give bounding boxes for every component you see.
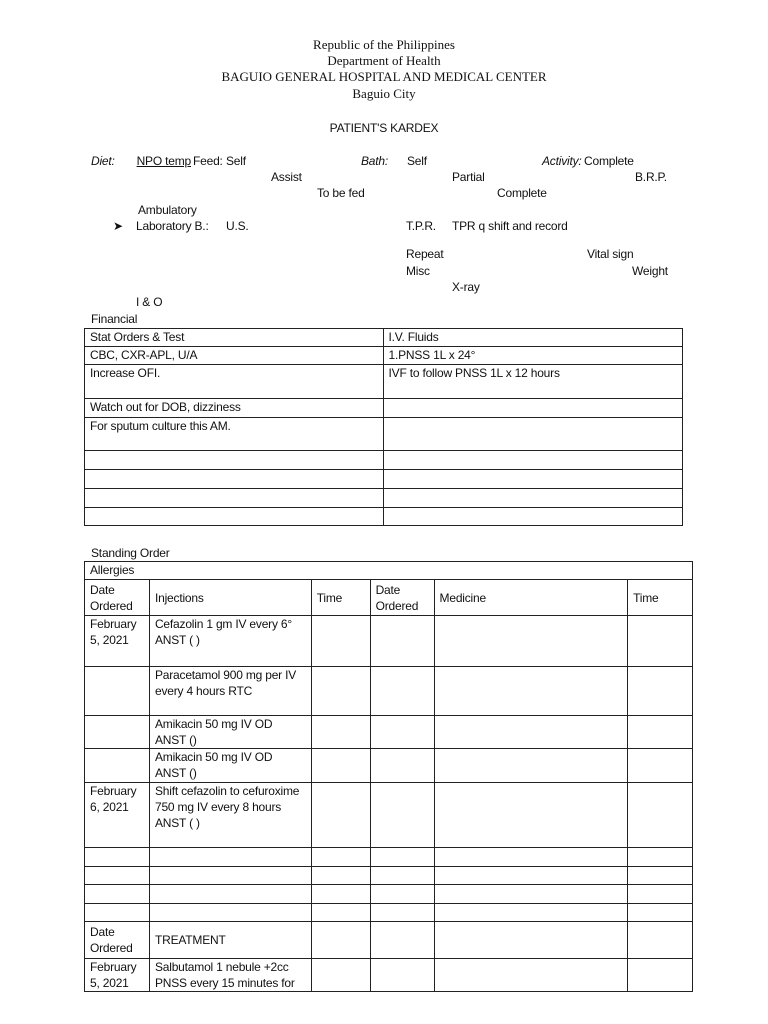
table-row	[85, 489, 683, 508]
feed-assist: Assist	[271, 170, 302, 184]
stat-orders-header: Stat Orders & Test	[85, 329, 384, 347]
date-cell	[370, 616, 434, 667]
empty-cell	[628, 922, 693, 959]
date-ordered-header: Date Ordered	[85, 922, 150, 959]
time-cell	[628, 616, 693, 667]
stat-order-cell: For sputum culture this AM.	[85, 418, 384, 451]
iv-fluid-cell	[383, 399, 683, 418]
injection-cell: Amikacin 50 mg IV OD ANST ()	[149, 716, 311, 749]
date-cell	[370, 904, 434, 922]
financial-label: Financial	[91, 312, 138, 326]
date-cell	[370, 667, 434, 716]
time-cell	[311, 904, 370, 922]
time-cell	[628, 716, 693, 749]
date-cell: February 5, 2021	[85, 959, 150, 992]
table-row	[85, 783, 693, 848]
date-ordered-header: Date Ordered	[370, 580, 434, 616]
date-cell	[370, 867, 434, 885]
injection-cell: Cefazolin 1 gm IV every 6° ANST ( )	[149, 616, 311, 667]
time-cell	[311, 616, 370, 667]
empty-cell	[311, 959, 370, 992]
time-cell	[311, 885, 370, 904]
standing-order-title: Standing Order	[91, 546, 170, 560]
date-cell	[370, 749, 434, 783]
time-cell	[311, 867, 370, 885]
injection-cell	[149, 867, 311, 885]
empty-cell	[370, 959, 434, 992]
date-cell	[85, 867, 150, 885]
injection-cell: Shift cefazolin to cefuroxime 750 mg IV every 8 hours ANST ( )	[149, 783, 311, 848]
header-republic: Republic of the Philippines	[313, 37, 455, 52]
injection-cell	[149, 885, 311, 904]
table-row	[85, 904, 693, 922]
time-header: Time	[628, 580, 693, 616]
empty-cell	[311, 922, 370, 959]
standing-order-table	[84, 561, 693, 992]
medicine-cell	[434, 885, 628, 904]
vital-sign-label: Vital sign	[587, 247, 634, 261]
activity-label: Activity:	[542, 154, 582, 168]
time-cell	[628, 667, 693, 716]
time-cell	[311, 749, 370, 783]
date-cell	[85, 904, 150, 922]
iv-fluid-cell: 1.PNSS 1L x 24°	[383, 347, 683, 365]
stat-orders-table	[84, 328, 683, 526]
header-city: Baguio City	[352, 86, 416, 101]
table-row	[85, 347, 683, 365]
empty-cell	[434, 959, 628, 992]
date-ordered-header: Date Ordered	[85, 580, 150, 616]
laboratory-us: U.S.	[226, 219, 249, 233]
table-row	[85, 399, 683, 418]
medicine-cell	[434, 848, 628, 867]
date-cell	[370, 885, 434, 904]
iv-fluid-cell	[383, 489, 683, 508]
header-hospital: BAGUIO GENERAL HOSPITAL AND MEDICAL CENTER	[221, 69, 547, 84]
medicine-cell	[434, 616, 628, 667]
table-row	[85, 365, 683, 399]
time-cell	[628, 749, 693, 783]
time-cell	[628, 885, 693, 904]
diet-label: Diet:	[91, 154, 115, 168]
laboratory-label: Laboratory B.:	[136, 219, 209, 233]
date-cell: February 6, 2021	[85, 783, 150, 848]
stat-order-cell: CBC, CXR-APL, U/A	[85, 347, 384, 365]
activity-brp: B.R.P.	[635, 170, 667, 184]
time-header: Time	[311, 580, 370, 616]
date-cell	[85, 667, 150, 716]
treatment-header-row	[85, 922, 693, 959]
medicine-cell	[434, 667, 628, 716]
header-department: Department of Health	[327, 53, 441, 68]
iv-fluid-cell	[383, 451, 683, 470]
io-label: I & O	[136, 295, 163, 309]
table-row	[85, 749, 693, 783]
table-header-row	[85, 580, 693, 616]
table-row	[85, 716, 693, 749]
table-header-row	[85, 329, 683, 347]
empty-cell	[628, 959, 693, 992]
bath-self: Self	[407, 154, 427, 168]
activity-complete: Complete	[584, 154, 634, 168]
time-cell	[628, 867, 693, 885]
diet-value: NPO temp	[136, 154, 191, 168]
injection-cell	[149, 904, 311, 922]
time-cell	[311, 783, 370, 848]
medicine-cell	[434, 716, 628, 749]
date-cell	[370, 716, 434, 749]
feed-to-be-fed: To be fed	[317, 186, 365, 200]
table-row	[85, 470, 683, 489]
activity-ambulatory: Ambulatory	[138, 203, 197, 217]
stat-order-cell	[85, 489, 384, 508]
tpr-label: T.P.R.	[406, 219, 436, 233]
medicine-cell	[434, 867, 628, 885]
misc-label: Misc	[406, 264, 430, 278]
table-row	[85, 667, 693, 716]
date-cell	[370, 783, 434, 848]
medicine-cell	[434, 749, 628, 783]
table-row	[85, 867, 693, 885]
table-row	[85, 451, 683, 470]
date-cell	[85, 749, 150, 783]
feed-self: Self	[226, 154, 246, 168]
medicine-cell	[434, 783, 628, 848]
iv-fluid-cell	[383, 508, 683, 526]
stat-order-cell: Increase OFI.	[85, 365, 384, 399]
tpr-value: TPR q shift and record	[452, 219, 568, 233]
stat-order-cell	[85, 451, 384, 470]
date-cell	[370, 848, 434, 867]
injection-cell: Paracetamol 900 mg per IV every 4 hours RTC	[149, 667, 311, 716]
empty-cell	[434, 922, 628, 959]
medicine-cell	[434, 904, 628, 922]
table-row	[85, 616, 693, 667]
date-cell	[85, 716, 150, 749]
feed-label: Feed:	[193, 154, 223, 168]
time-cell	[311, 667, 370, 716]
bath-label: Bath:	[361, 154, 389, 168]
time-cell	[311, 848, 370, 867]
allergies-label: Allergies	[85, 562, 693, 580]
injection-cell: Amikacin 50 mg IV OD ANST ()	[149, 749, 311, 783]
table-row	[85, 885, 693, 904]
table-row	[85, 418, 683, 451]
allergies-row	[85, 562, 693, 580]
date-cell	[85, 885, 150, 904]
bath-complete: Complete	[497, 186, 547, 200]
bath-partial: Partial	[452, 170, 485, 184]
injections-header: Injections	[149, 580, 311, 616]
arrow-bullet-icon: ➤	[113, 219, 123, 233]
xray-label: X-ray	[452, 280, 480, 294]
table-row	[85, 508, 683, 526]
medicine-header: Medicine	[434, 580, 628, 616]
iv-fluid-cell: IVF to follow PNSS 1L x 12 hours	[383, 365, 683, 399]
page-title: PATIENT'S KARDEX	[329, 121, 439, 135]
table-row	[85, 959, 693, 992]
time-cell	[628, 783, 693, 848]
weight-label: Weight	[632, 264, 668, 278]
injection-cell	[149, 848, 311, 867]
treatment-header: TREATMENT	[149, 922, 311, 959]
time-cell	[628, 848, 693, 867]
treatment-cell: Salbutamol 1 nebule +2cc PNSS every 15 minutes for	[149, 959, 311, 992]
table-row	[85, 848, 693, 867]
empty-cell	[370, 922, 434, 959]
date-cell: February 5, 2021	[85, 616, 150, 667]
iv-fluids-header: I.V. Fluids	[383, 329, 683, 347]
stat-order-cell	[85, 470, 384, 489]
stat-order-cell	[85, 508, 384, 526]
iv-fluid-cell	[383, 418, 683, 451]
stat-order-cell: Watch out for DOB, dizziness	[85, 399, 384, 418]
repeat-label: Repeat	[406, 247, 444, 261]
date-cell	[85, 848, 150, 867]
time-cell	[311, 716, 370, 749]
time-cell	[628, 904, 693, 922]
iv-fluid-cell	[383, 470, 683, 489]
